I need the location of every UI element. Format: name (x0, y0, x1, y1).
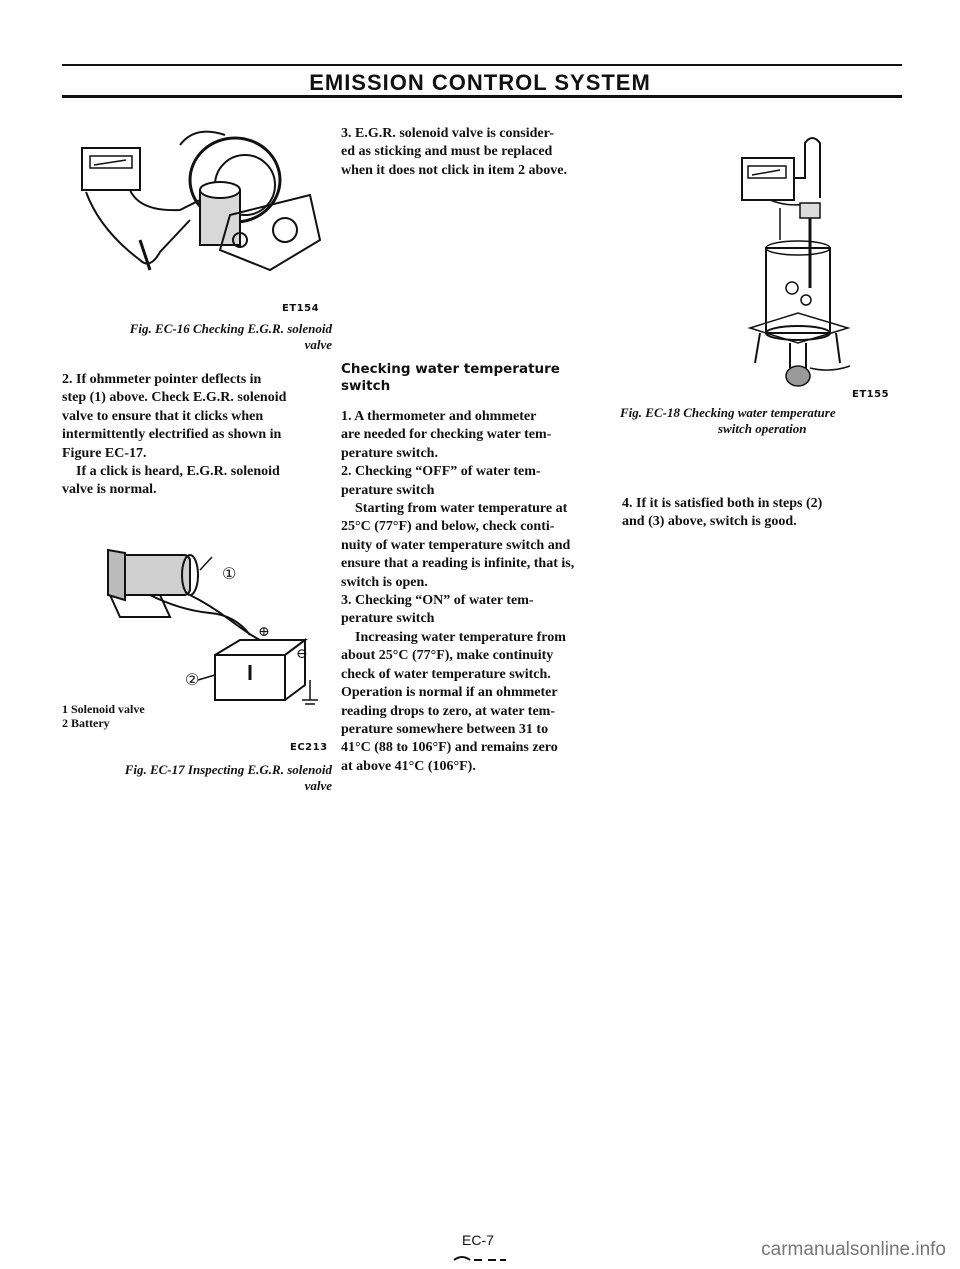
fig-ec17-illustration (90, 535, 330, 730)
callout-1: ① (222, 566, 237, 583)
text-line: Figure EC-17. (62, 445, 147, 461)
heading-line: Checking water temperature (341, 361, 560, 377)
fig-ec16-code: ET154 (282, 303, 320, 314)
text-line: 3. Checking “ON” of water tem- (341, 593, 534, 609)
text-line: ensure that a reading is infinite, that is, (341, 556, 575, 572)
middle-column-text (341, 408, 617, 776)
text-line: nuity of water temperature switch and (341, 537, 571, 553)
text-line: If a click is heard, E.G.R. solenoid (76, 464, 280, 480)
header-rule-top (62, 64, 902, 66)
minus-terminal: ⊖ (296, 647, 308, 662)
fig-ec16-caption (62, 321, 332, 353)
text-line: perature switch (341, 482, 435, 498)
text-line: intermittently electrified as shown in (62, 427, 282, 443)
fig-ec17-caption-line1: Fig. EC-17 Inspecting E.G.R. solenoid (124, 762, 332, 777)
text-line: are needed for checking water tem- (341, 427, 552, 443)
text-line: when it does not click in item 2 above. (341, 162, 567, 178)
text-line: perature switch (341, 611, 435, 627)
plus-terminal: ⊕ (258, 625, 270, 640)
fig-ec17-code: EC213 (290, 742, 328, 753)
text-line: reading drops to zero, at water tem- (341, 703, 555, 719)
text-line: step (1) above. Check E.G.R. solenoid (62, 390, 287, 406)
callout-2: ② (185, 672, 200, 689)
fig-ec17-caption-line2: valve (304, 778, 332, 793)
text-line: and (3) above, switch is good. (622, 514, 797, 530)
middle-step-3 (341, 125, 617, 180)
text-line: ed as sticking and must be replaced (341, 144, 553, 160)
legend-item: 1 Solenoid valve (62, 702, 145, 716)
text-line: valve is normal. (62, 482, 157, 498)
text-line: 3. E.G.R. solenoid valve is consider- (341, 126, 554, 141)
fig-ec16-caption-line2: valve (304, 337, 332, 352)
text-line: Starting from water temperature at (355, 501, 568, 517)
fig-ec18-caption-line2: switch operation (718, 421, 807, 436)
text-line: 2. If ohmmeter pointer deflects in (62, 372, 262, 387)
text-line: valve to ensure that it clicks when (62, 408, 264, 424)
text-line: 41°C (88 to 106°F) and remains zero (341, 740, 558, 756)
fig-ec16-caption-line1: Fig. EC-16 Checking E.G.R. solenoid (129, 321, 332, 336)
left-column-text (62, 371, 334, 500)
text-line: Increasing water temperature from (355, 629, 566, 645)
text-line: at above 41°C (106°F). (341, 758, 476, 774)
watermark: carmanualsonline.info (761, 1239, 946, 1260)
text-line: perature switch. (341, 445, 438, 461)
fig-ec17-legend (62, 702, 145, 730)
fig-ec18-code: ET155 (852, 389, 890, 400)
text-line: check of water temperature switch. (341, 666, 551, 682)
page-title: EMISSION CONTROL SYSTEM (309, 70, 651, 95)
fig-ec18-illustration (730, 128, 860, 398)
publisher-mark-icon (452, 1252, 508, 1264)
header-rule-bottom (62, 95, 902, 98)
text-line: switch is open. (341, 574, 428, 590)
fig-ec18-caption-line1: Fig. EC-18 Checking water temperature (620, 405, 836, 420)
text-line: Operation is normal if an ohmmeter (341, 685, 558, 701)
fig-ec18-caption (620, 405, 898, 437)
fig-ec16-illustration (80, 120, 330, 285)
text-line: 2. Checking “OFF” of water tem- (341, 464, 541, 480)
text-line: 4. If it is satisfied both in steps (2) (622, 496, 823, 511)
heading-line: switch (341, 378, 391, 394)
section-heading (341, 361, 617, 395)
text-line: 25°C (77°F) and below, check conti- (341, 519, 555, 535)
text-line: about 25°C (77°F), make continuity (341, 648, 554, 664)
right-column-text (622, 495, 902, 532)
text-line: 1. A thermometer and ohmmeter (341, 409, 537, 424)
page-number: EC-7 (462, 1232, 494, 1248)
text-line: perature somewhere between 31 to (341, 721, 549, 737)
fig-ec17-caption (62, 762, 332, 794)
legend-item: 2 Battery (62, 716, 110, 730)
